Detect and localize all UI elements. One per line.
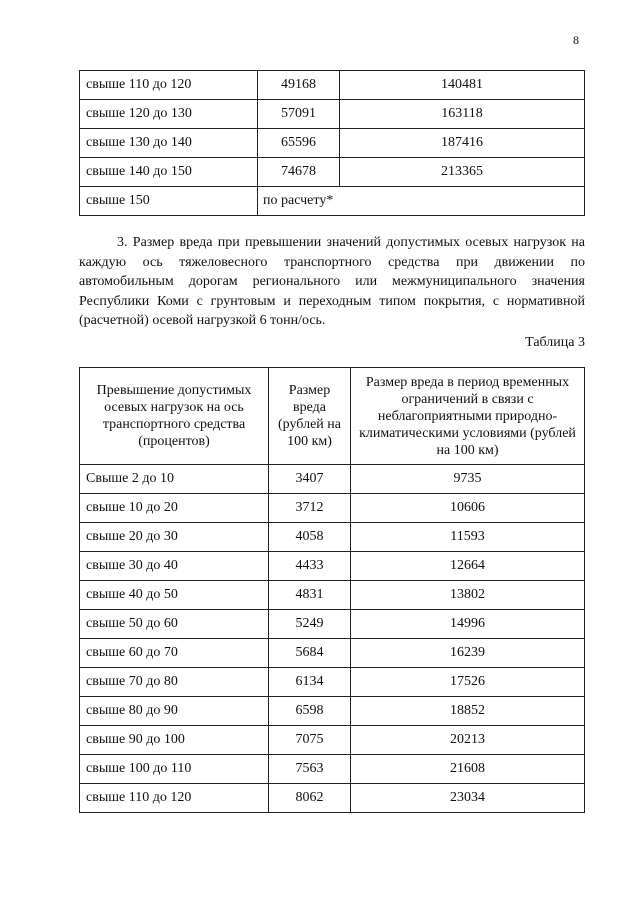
harm-table-continued [79, 70, 585, 216]
harm-restricted-cell: 13802 [351, 581, 585, 610]
harm-restricted-cell: 187416 [340, 129, 585, 158]
harm-cell: 7075 [269, 726, 351, 755]
table-row [80, 187, 585, 216]
harm-restricted-cell: 14996 [351, 610, 585, 639]
harm-cell: 6598 [269, 697, 351, 726]
range-cell: свыше 60 до 70 [80, 639, 269, 668]
harm-cell: 5684 [269, 639, 351, 668]
harm-cell: 6134 [269, 668, 351, 697]
range-cell: Свыше 2 до 10 [80, 465, 269, 494]
range-cell: свыше 100 до 110 [80, 755, 269, 784]
table-row [80, 697, 585, 726]
range-cell: свыше 150 [80, 187, 258, 216]
page-number: 8 [573, 33, 579, 47]
harm-restricted-cell: 9735 [351, 465, 585, 494]
table-row [80, 755, 585, 784]
harm-cell: 57091 [258, 100, 340, 129]
table-row [80, 610, 585, 639]
range-cell: свыше 140 до 150 [80, 158, 258, 187]
range-cell: свыше 120 до 130 [80, 100, 258, 129]
table-row [80, 129, 585, 158]
table-row [80, 581, 585, 610]
harm-restricted-cell: 11593 [351, 523, 585, 552]
harm-restricted-cell: 23034 [351, 784, 585, 813]
table-row [80, 100, 585, 129]
table-caption: Таблица 3 [525, 335, 585, 350]
table-row [80, 71, 585, 100]
harm-cell: 7563 [269, 755, 351, 784]
calculation-cell: по расчету* [258, 187, 585, 216]
harm-cell: 3712 [269, 494, 351, 523]
range-cell: свыше 10 до 20 [80, 494, 269, 523]
table-row [80, 639, 585, 668]
harm-cell: 65596 [258, 129, 340, 158]
table-row [80, 668, 585, 697]
harm-restricted-cell: 20213 [351, 726, 585, 755]
harm-cell: 4433 [269, 552, 351, 581]
harm-restricted-cell: 17526 [351, 668, 585, 697]
harm-cell: 4831 [269, 581, 351, 610]
range-cell: свыше 40 до 50 [80, 581, 269, 610]
harm-cell: 8062 [269, 784, 351, 813]
column-header-harm-restricted: Размер вреда в период временных ограничений в связи с неблагоприятными природно-климатическими условиями (рублей на 100 км) [351, 368, 585, 465]
harm-cell: 74678 [258, 158, 340, 187]
harm-restricted-cell: 16239 [351, 639, 585, 668]
table-row [80, 494, 585, 523]
table-row [80, 784, 585, 813]
column-header-overload: Превышение допустимых осевых нагрузок на ось транспортного средства (процентов) [80, 368, 269, 465]
harm-cell: 5249 [269, 610, 351, 639]
harm-restricted-cell: 140481 [340, 71, 585, 100]
table-row [80, 726, 585, 755]
harm-restricted-cell: 10606 [351, 494, 585, 523]
range-cell: свыше 30 до 40 [80, 552, 269, 581]
harm-restricted-cell: 12664 [351, 552, 585, 581]
paragraph-item-3: 3. Размер вреда при превышении значений допустимых осевых нагрузок на каждую ось тяжеловесного транспортного средства при движении по автомобильным дорогам регионального или межмуниципального значения Республики Коми с грунтовым и переходным типом покрытия, с нормативной (расчетной) осевой нагрузкой 6 тонн/ось. [79, 235, 585, 328]
range-cell: свыше 20 до 30 [80, 523, 269, 552]
table-row [80, 158, 585, 187]
harm-restricted-cell: 213365 [340, 158, 585, 187]
harm-table-3 [79, 367, 585, 813]
table-header-row [80, 368, 585, 465]
harm-restricted-cell: 18852 [351, 697, 585, 726]
harm-cell: 3407 [269, 465, 351, 494]
harm-restricted-cell: 21608 [351, 755, 585, 784]
table-row [80, 552, 585, 581]
range-cell: свыше 50 до 60 [80, 610, 269, 639]
table-row [80, 465, 585, 494]
range-cell: свыше 70 до 80 [80, 668, 269, 697]
range-cell: свыше 110 до 120 [80, 71, 258, 100]
harm-restricted-cell: 163118 [340, 100, 585, 129]
column-header-harm: Размер вреда (рублей на 100 км) [269, 368, 351, 465]
range-cell: свыше 110 до 120 [80, 784, 269, 813]
range-cell: свыше 80 до 90 [80, 697, 269, 726]
range-cell: свыше 130 до 140 [80, 129, 258, 158]
range-cell: свыше 90 до 100 [80, 726, 269, 755]
harm-cell: 4058 [269, 523, 351, 552]
harm-cell: 49168 [258, 71, 340, 100]
table-row [80, 523, 585, 552]
